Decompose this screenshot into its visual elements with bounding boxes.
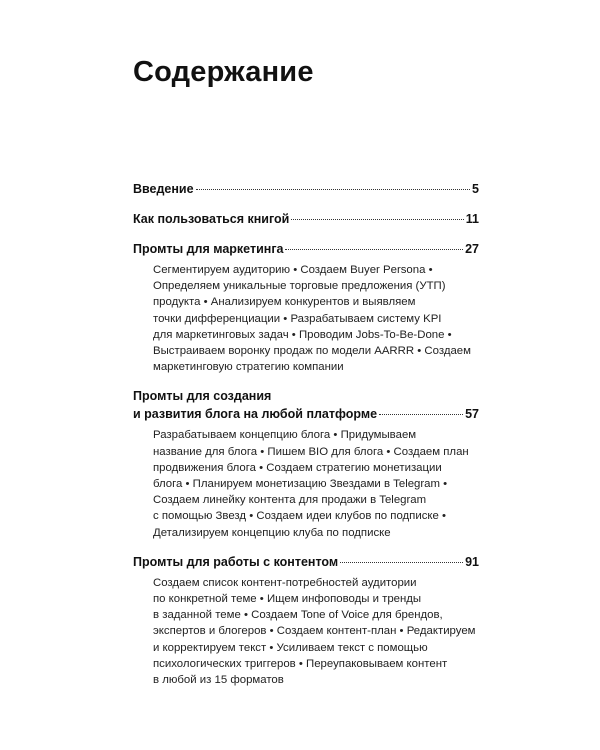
dot-leader (340, 562, 463, 563)
toc-entry-title: Промты для маркетинга (133, 242, 284, 256)
dot-leader (291, 219, 463, 220)
toc-entry-title: Промты для работы с контентом (133, 554, 339, 569)
toc-entry-title: Введение (133, 182, 194, 196)
toc-entry-title: Промты для создания (133, 389, 272, 404)
subtopic-line: Создаем список контент-потребностей аудитории (153, 576, 417, 589)
subtopic-line: блога • Планируем монетизацию Звездами в Telegram • (153, 478, 448, 491)
toc-entry-content[interactable] (133, 553, 479, 688)
toc-entry-how-to-use[interactable] (133, 210, 479, 228)
toc-entry-page: 5 (472, 182, 479, 196)
toc-entry-page: 57 (465, 407, 479, 422)
subtopic-line: точки дифференциации • Разрабатываем систему KPI (153, 312, 442, 325)
toc-heading-line (133, 405, 479, 423)
dot-leader (379, 414, 463, 415)
subtopic-line: и корректируем текст • Усиливаем текст с помощью (153, 641, 428, 654)
toc-heading-line (133, 180, 479, 198)
subtopic-line: экспертов и блогеров • Создаем контент-план • Редактируем (153, 625, 476, 638)
page-title: Содержание (133, 56, 314, 88)
table-of-contents (133, 180, 479, 688)
toc-entry-title-continued: и развития блога на любой платформе (133, 407, 378, 422)
subtopic-line: Разрабатываем концепцию блога • Придумываем (153, 429, 417, 442)
toc-entry-introduction[interactable] (133, 180, 479, 198)
toc-entry-blog[interactable] (133, 387, 479, 540)
subtopic-line: Выстраиваем воронку продаж по модели AARRR • Создаем (153, 345, 471, 358)
toc-entry-subtopics (153, 262, 479, 375)
subtopic-line: Сегментируем аудиторию • Создаем Buyer Persona • (153, 264, 433, 276)
dot-leader (285, 249, 463, 250)
subtopic-line: в любой из 15 форматов (153, 674, 284, 687)
subtopic-line: название для блога • Пишем BIO для блога • Создаем план (153, 445, 469, 458)
subtopic-line: в заданной теме • Создаем Tone of Voice для брендов, (153, 609, 443, 622)
toc-heading-line (133, 553, 479, 571)
subtopic-line: Определяем уникальные торговые предложения (УТП) (153, 280, 446, 293)
subtopic-line: продукта • Анализируем конкурентов и выявляем (153, 296, 416, 309)
toc-heading-line (133, 240, 479, 258)
toc-entry-page: 27 (465, 242, 479, 256)
subtopic-line: Детализируем концепцию клуба по подписке (153, 526, 391, 539)
toc-entry-title: Как пользоваться книгой (133, 212, 290, 226)
toc-entry-marketing[interactable] (133, 240, 479, 375)
toc-entry-subtopics (153, 427, 479, 540)
subtopic-line: Создаем линейку контента для продажи в Telegram (153, 494, 427, 507)
subtopic-line: по конкретной теме • Ищем инфоповоды и тренды (153, 593, 422, 606)
subtopic-line: психологических триггеров • Переупаковываем контент (153, 657, 448, 670)
toc-entry-page: 91 (465, 554, 479, 569)
dot-leader (196, 189, 470, 190)
toc-entry-page: 11 (465, 212, 479, 226)
subtopic-line: маркетинговую стратегию компании (153, 361, 344, 374)
subtopic-line: продвижения блога • Создаем стратегию монетизации (153, 461, 442, 474)
toc-heading-line (133, 210, 479, 228)
subtopic-line: с помощью Звезд • Создаем идеи клубов по подписке • (153, 510, 447, 523)
toc-entry-subtopics (153, 575, 479, 688)
subtopic-line: для маркетинговых задач • Проводим Jobs-To-Be-Done • (153, 328, 452, 341)
